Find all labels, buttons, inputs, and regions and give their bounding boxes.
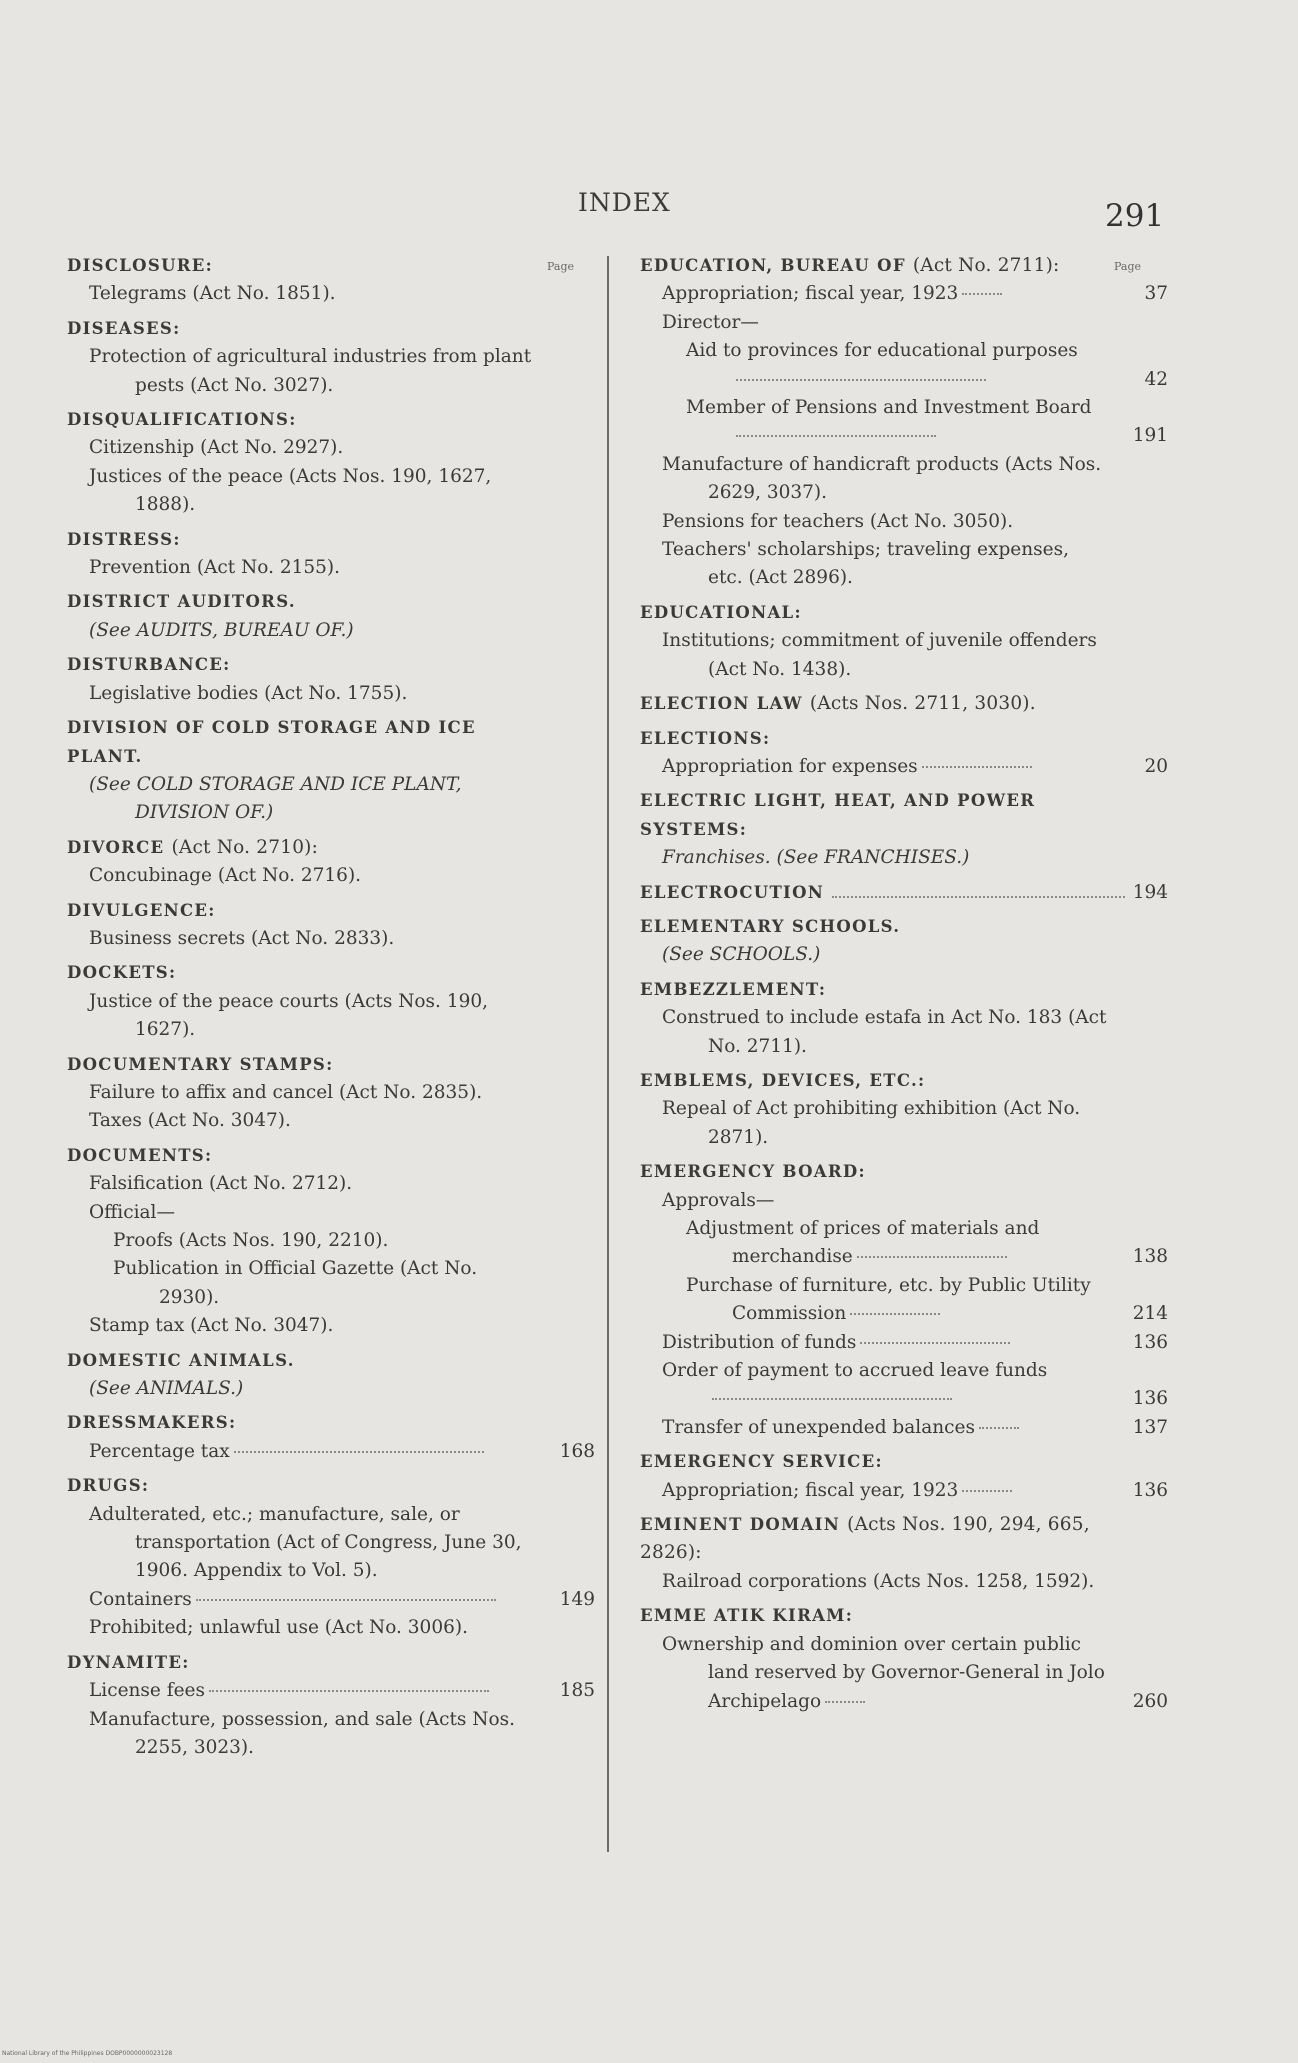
subentry: Repeal of Act prohibiting exhibition (Act No. 2871). xyxy=(662,1098,1081,1148)
entry-headword: DOCUMENTS: xyxy=(67,1145,213,1165)
index-entry xyxy=(638,1602,1168,1716)
index-entry xyxy=(65,1142,595,1341)
index-entry xyxy=(65,897,595,954)
index-entry xyxy=(65,1051,595,1136)
subentry-text: Aid to provinces for educational purposes xyxy=(686,340,1078,362)
entry-headword: EDUCATIONAL: xyxy=(640,602,802,622)
index-entry xyxy=(65,406,595,520)
page-reference: 260 xyxy=(1132,1690,1168,1712)
entry-headword: DIVULGENCE: xyxy=(67,900,216,920)
subentry: Construed to include estafa in Act No. 183 (Act No. 2711). xyxy=(662,1007,1107,1057)
entry-headword: ELECTION LAW xyxy=(640,694,803,714)
entry-headword: EDUCATION, BUREAU OF xyxy=(640,256,906,275)
dot-leader xyxy=(857,1256,1007,1258)
page-reference: 37 xyxy=(1144,283,1168,305)
dot-leader xyxy=(234,1451,484,1453)
subentry-text: Ownership and dominion over certain public land reserved by Governor-General in Jolo Archipelago xyxy=(662,1633,1105,1712)
dot-leader xyxy=(736,435,936,437)
entry-headword: EMERGENCY BOARD: xyxy=(640,1162,866,1182)
index-entry xyxy=(638,913,1168,970)
subentry: Director— xyxy=(662,311,759,333)
dot-leader xyxy=(979,1427,1019,1429)
subentry xyxy=(638,1414,1168,1442)
index-entry xyxy=(638,725,1168,782)
index-entry xyxy=(638,690,1168,718)
column-divider xyxy=(607,256,609,1852)
entry-headword: DOCKETS: xyxy=(67,963,177,983)
index-entry xyxy=(65,1472,595,1642)
index-entry xyxy=(638,1511,1168,1596)
entry-headword: DISEASES: xyxy=(67,318,181,338)
subentry-text: Transfer of unexpended balances xyxy=(662,1416,975,1438)
entry-headword: DISTRICT AUDITORS. xyxy=(67,592,296,612)
entry-headword: ELECTIONS: xyxy=(640,728,771,748)
subentry: Protection of agricultural industries from plant pests (Act No. 3027). xyxy=(89,346,532,396)
index-entry xyxy=(65,252,595,309)
subentry-text: Member of Pensions and Investment Board xyxy=(686,397,1092,419)
subentry xyxy=(638,1477,1168,1505)
page-column-label: Page xyxy=(547,260,575,273)
index-entry xyxy=(65,315,595,400)
subsubentry xyxy=(638,1272,1168,1329)
subentry-text: Appropriation; fiscal year, 1923 xyxy=(662,1479,959,1501)
dot-leader xyxy=(832,896,1125,898)
subentry xyxy=(638,1329,1168,1357)
subentry: Railroad corporations (Acts Nos. 1258, 1592). xyxy=(662,1570,1095,1592)
page-reference: 138 xyxy=(1132,1246,1168,1268)
index-entry xyxy=(638,879,1168,907)
dot-leader xyxy=(196,1599,496,1601)
scan-credit: National Library of the Philippines DOBP0000000023128 xyxy=(2,2050,173,2057)
index-entry xyxy=(638,976,1168,1061)
page-reference: 20 xyxy=(1144,755,1168,777)
subentry-text: License fees xyxy=(89,1680,205,1702)
page-reference: 42 xyxy=(1144,368,1168,390)
subentry: Institutions; commitment of juvenile offenders (Act No. 1438). xyxy=(662,630,1097,680)
entry-headword: DISTRESS: xyxy=(67,529,181,549)
subentry-text: Order of payment to accrued leave funds xyxy=(662,1360,1048,1382)
index-entry xyxy=(65,651,595,708)
dot-leader xyxy=(860,1342,1010,1344)
index-entry xyxy=(65,1409,595,1466)
dot-leader xyxy=(922,766,1032,768)
index-entry xyxy=(638,1448,1168,1505)
cross-reference: (See ANIMALS.) xyxy=(89,1378,244,1400)
headword-reference: (Act No. 2710): xyxy=(171,836,319,858)
subsubentry: Publication in Official Gazette (Act No. 2930). xyxy=(113,1258,478,1308)
index-entry xyxy=(65,714,595,828)
subentry xyxy=(65,1438,595,1466)
index-entry xyxy=(65,1649,595,1763)
subsubentry xyxy=(638,337,1168,394)
index-entry xyxy=(65,959,595,1044)
subentry xyxy=(638,753,1168,781)
page-reference: 136 xyxy=(1132,1479,1168,1501)
subentry: Concubinage (Act No. 2716). xyxy=(89,865,362,887)
dot-leader xyxy=(712,1398,952,1400)
page-reference: 194 xyxy=(1132,881,1168,903)
entry-headword: DRUGS: xyxy=(67,1476,150,1496)
entry-headword: ELECTRIC LIGHT, HEAT, AND POWER SYSTEMS: xyxy=(640,791,1036,839)
headword-reference: (Acts Nos. 2711, 3030). xyxy=(809,693,1036,715)
subentry xyxy=(638,1357,1168,1414)
entry-headword: DISQUALIFICATIONS: xyxy=(67,410,297,430)
subentry: Justice of the peace courts (Acts Nos. 190, 1627). xyxy=(89,990,489,1041)
subentry: Justices of the peace (Acts Nos. 190, 1627, 1888). xyxy=(89,465,492,516)
dot-leader xyxy=(736,379,986,381)
entry-headword: ELECTROCUTION xyxy=(640,882,825,902)
subentry: Citizenship (Act No. 2927). xyxy=(89,437,344,459)
cross-reference: Franchises. (See FRANCHISES.) xyxy=(662,847,970,869)
dot-leader xyxy=(962,293,1002,295)
entry-headword: DOCUMENTARY STAMPS: xyxy=(67,1054,334,1074)
page-number: 291 xyxy=(1105,198,1165,234)
entry-headword: DIVISION OF COLD STORAGE AND ICE PLANT. xyxy=(67,718,476,766)
index-entry xyxy=(638,1158,1168,1442)
subentry: Prohibited; unlawful use (Act No. 3006). xyxy=(89,1617,468,1639)
entry-headword: DISCLOSURE: xyxy=(67,256,214,275)
entry-with-page xyxy=(638,879,1168,907)
index-entry xyxy=(65,588,595,645)
index-entry xyxy=(638,599,1168,684)
subentry: Approvals— xyxy=(662,1189,775,1211)
subentry: Telegrams (Act No. 1851). xyxy=(89,283,336,305)
headword-reference: (Act No. 2711): xyxy=(912,255,1060,276)
index-entry xyxy=(638,1067,1168,1152)
entry-headword: EMINENT DOMAIN xyxy=(640,1515,841,1535)
index-entry xyxy=(638,787,1168,872)
entry-headword: ELEMENTARY SCHOOLS. xyxy=(640,916,901,936)
headword-reference: (Acts Nos. 190, 294, 665, 2826): xyxy=(640,1514,1090,1564)
entry-headword: DYNAMITE: xyxy=(67,1652,190,1672)
subentry-text: Purchase of furniture, etc. by Public Utility Commission xyxy=(686,1274,1091,1325)
index-entry xyxy=(65,834,595,891)
subentry-text: Adjustment of prices of materials and merchandise xyxy=(686,1218,1040,1268)
cross-reference: (See AUDITS, BUREAU OF.) xyxy=(89,619,354,641)
subentry xyxy=(638,1631,1168,1716)
subentry: Legislative bodies (Act No. 1755). xyxy=(89,682,408,704)
left-column xyxy=(65,252,595,1768)
running-head: INDEX xyxy=(578,188,671,217)
entry-headword: DRESSMAKERS: xyxy=(67,1413,237,1433)
entry-headword: DOMESTIC ANIMALS. xyxy=(67,1350,295,1370)
subentry: Falsification (Act No. 2712). xyxy=(89,1173,353,1195)
page-reference: 168 xyxy=(559,1440,595,1462)
subentry: Teachers' scholarships; traveling expenses, etc. (Act 2896). xyxy=(662,539,1069,589)
subentry-text: Percentage tax xyxy=(89,1440,230,1462)
page-reference: 185 xyxy=(559,1680,595,1702)
subentry: Prevention (Act No. 2155). xyxy=(89,557,341,579)
subentry: Manufacture of handicraft products (Acts Nos. 2629, 3037). xyxy=(662,453,1102,504)
subentry xyxy=(65,1586,595,1614)
subentry-text: Containers xyxy=(89,1588,192,1610)
index-entry xyxy=(65,1347,595,1404)
subentry: Taxes (Act No. 3047). xyxy=(89,1110,291,1132)
cross-reference: (See SCHOOLS.) xyxy=(662,944,821,966)
subentry-text: Distribution of funds xyxy=(662,1331,857,1353)
page-reference: 136 xyxy=(1132,1388,1168,1410)
entry-headword: EMBLEMS, DEVICES, ETC.: xyxy=(640,1070,926,1090)
subsubentry xyxy=(638,1215,1168,1272)
dot-leader xyxy=(962,1490,1012,1492)
dot-leader xyxy=(825,1701,865,1703)
subentry: Business secrets (Act No. 2833). xyxy=(89,927,395,949)
subentry: Adulterated, etc.; manufacture, sale, or transportation (Act of Congress, June 30, 1906. Appendix to Vol. 5). xyxy=(89,1503,522,1582)
entry-headword: EMME ATIK KIRAM: xyxy=(640,1606,854,1626)
page-reference: 149 xyxy=(559,1588,595,1610)
subsubentry: Proofs (Acts Nos. 190, 2210). xyxy=(113,1230,389,1251)
dot-leader xyxy=(209,1690,489,1692)
subentry: Manufacture, possession, and sale (Acts Nos. 2255, 3023). xyxy=(89,1708,515,1758)
subentry: Pensions for teachers (Act No. 3050). xyxy=(662,510,1014,532)
subentry-text: Appropriation; fiscal year, 1923 xyxy=(662,283,959,305)
subentry: Stamp tax (Act No. 3047). xyxy=(89,1315,334,1337)
subentry xyxy=(65,1677,595,1705)
subentry xyxy=(638,280,1168,308)
cross-reference: (See COLD STORAGE AND ICE PLANT, DIVISION OF.) xyxy=(89,773,462,824)
page-reference: 214 xyxy=(1132,1303,1168,1325)
subentry: Official— xyxy=(89,1201,175,1223)
entry-headword: DIVORCE xyxy=(67,837,165,857)
index-entry xyxy=(638,252,1168,593)
subentry-text: Appropriation for expenses xyxy=(662,755,918,777)
entry-headword: EMERGENCY SERVICE: xyxy=(640,1452,883,1472)
entry-headword: EMBEZZLEMENT: xyxy=(640,979,827,999)
index-entry xyxy=(65,526,595,583)
page-reference: 136 xyxy=(1132,1331,1168,1353)
page-column-label: Page xyxy=(1114,260,1142,273)
dot-leader xyxy=(850,1313,940,1315)
subentry: Failure to affix and cancel (Act No. 2835). xyxy=(89,1081,483,1103)
page-reference: 137 xyxy=(1132,1416,1168,1438)
page-reference: 191 xyxy=(1132,425,1168,447)
right-column xyxy=(638,252,1168,1722)
subsubentry xyxy=(638,394,1168,451)
entry-headword: DISTURBANCE: xyxy=(67,655,231,675)
